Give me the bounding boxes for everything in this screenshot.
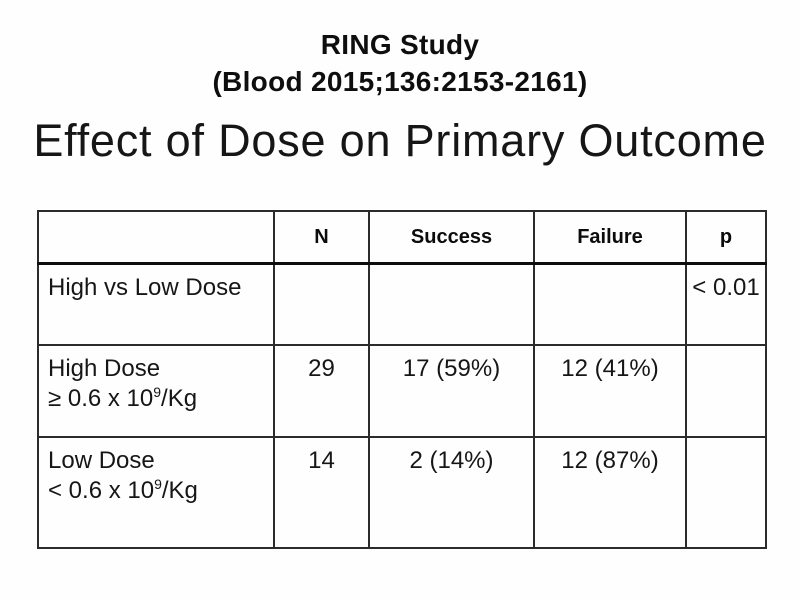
column-header-failure: Failure bbox=[534, 211, 686, 264]
study-citation: (Blood 2015;136:2153-2161) bbox=[212, 66, 588, 97]
row-sublabel: ≥ 0.6 x $10^9/Kg$ bbox=[48, 384, 198, 412]
n-value-cell: 14 bbox=[274, 437, 369, 548]
page-title: Effect of Dose on Primary Outcome bbox=[33, 115, 767, 166]
row-label-cell bbox=[38, 437, 274, 548]
results-table bbox=[37, 210, 767, 549]
table-row-high-dose bbox=[38, 345, 766, 437]
table-header-row bbox=[38, 211, 766, 264]
failure-value-cell: 12 (87%) bbox=[534, 437, 686, 548]
column-header-success: Success bbox=[369, 211, 534, 264]
n-value-cell: 29 bbox=[274, 345, 369, 437]
column-header-n: N bbox=[274, 211, 369, 264]
row-label: High vs Low Dose bbox=[48, 274, 242, 301]
study-title-line1: RING Study bbox=[320, 29, 480, 60]
failure-value-cell bbox=[534, 264, 686, 346]
column-header-p: p bbox=[686, 211, 766, 264]
row-label: Low Dose bbox=[48, 447, 155, 474]
study-title bbox=[0, 26, 800, 100]
column-header-label bbox=[38, 211, 274, 264]
success-value-cell: 2 (14%) bbox=[369, 437, 534, 548]
success-value-cell bbox=[369, 264, 534, 346]
n-value-cell bbox=[274, 264, 369, 346]
table-row-low-dose bbox=[38, 437, 766, 548]
row-sublabel: < 0.6 x $10^9/Kg$ bbox=[48, 476, 198, 504]
row-label: High Dose bbox=[48, 355, 161, 382]
p-value-cell: < 0.01 bbox=[686, 264, 766, 346]
row-label-cell bbox=[38, 345, 274, 437]
success-value-cell: 17 (59%) bbox=[369, 345, 534, 437]
failure-value-cell: 12 (41%) bbox=[534, 345, 686, 437]
p-value-cell bbox=[686, 437, 766, 548]
p-value-cell bbox=[686, 345, 766, 437]
table-row-high-vs-low bbox=[38, 264, 766, 346]
row-label-cell bbox=[38, 264, 274, 346]
